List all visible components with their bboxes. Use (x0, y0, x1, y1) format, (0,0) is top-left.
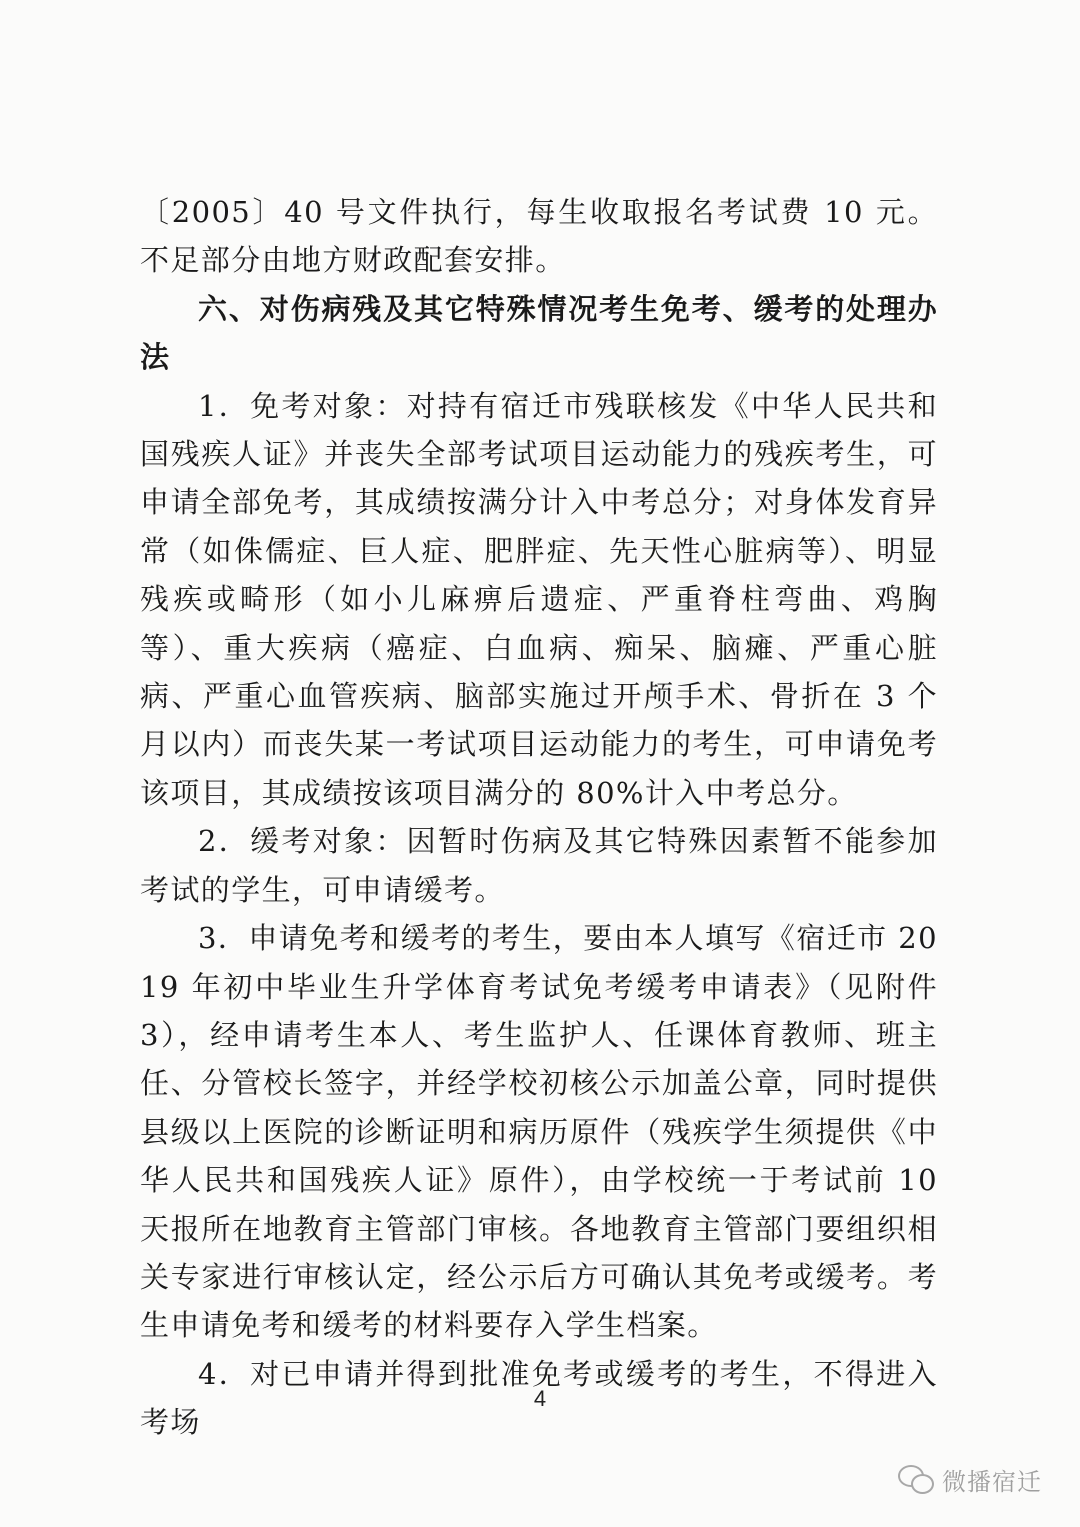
document-body (140, 188, 938, 1447)
paragraph: 〔2005〕40 号文件执行，每生收取报名考试费 10 元。不足部分由地方财政配套安排。 (140, 195, 938, 278)
paragraph: 2．缓考对象：因暂时伤病及其它特殊因素暂不能参加考试的学生，可申请缓考。 (140, 824, 938, 907)
account-watermark (898, 1462, 1042, 1497)
paragraph: 4．对已申请并得到批准免考或缓考的考生，不得进入考场 (140, 1356, 938, 1440)
paragraph: 3．申请免考和缓考的考生，要由本人填写《宿迁市 2019 年初中毕业生升学体育考试免考缓考申请表》（见附件 3），经申请考生本人、考生监护人、任课体育教师、班主任、分管校长签字，并经学校初核公示加盖公章，同时提供县级以上医院的诊断证明和病历原件（残疾学生须提供《中华人民共和国残疾人证》原件），由学校统一于考试前 10 天报所在地教育主管部门审核。各地教育主管部门要组织相关专家进行审核认定，经公示后方可确认其免考或缓考。考生申请免考和缓考的材料要存入学生档案。 (140, 921, 938, 1343)
wechat-icon (898, 1465, 934, 1495)
watermark-label: 微播宿迁 (942, 1468, 1042, 1496)
section-heading: 六、对伤病残及其它特殊情况考生免考、缓考的处理办法 (140, 291, 938, 375)
page-number: 4 (533, 1386, 547, 1411)
paragraph: 1．免考对象：对持有宿迁市残联核发《中华人民共和国残疾人证》并丧失全部考试项目运动能力的残疾考生，可申请全部免考，其成绩按满分计入中考总分；对身体发育异常（如侏儒症、巨人症、肥胖症、先天性心脏病等）、明显残疾或畸形（如小儿麻痹后遗症、严重脊柱弯曲、鸡胸等）、重大疾病（癌症、白血病、痴呆、脑瘫、严重心脏病、严重心血管疾病、脑部实施过开颅手术、骨折在 3 个月以内）而丧失某一考试项目运动能力的考生，可申请免考该项目，其成绩按该项目满分的 80%计入中考总分。 (140, 388, 938, 810)
